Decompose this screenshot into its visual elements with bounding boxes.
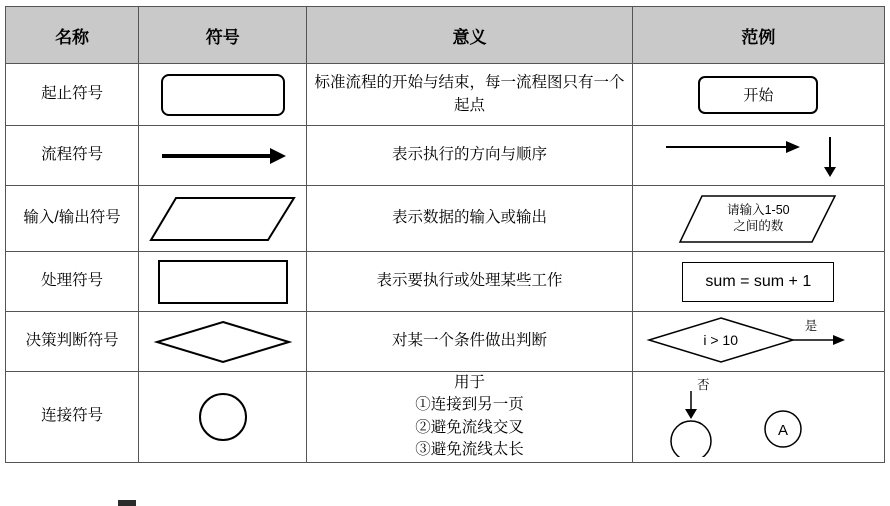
symbol-shape-terminator bbox=[139, 64, 307, 126]
diamond-icon bbox=[139, 318, 306, 366]
example-label-io-line1: 请输入1-50 bbox=[727, 202, 790, 217]
example-label-start: 开始 bbox=[698, 76, 818, 114]
table-row bbox=[6, 126, 885, 186]
example-branch-yes: 是 bbox=[804, 318, 818, 333]
symbol-name-connector: 连接符号 bbox=[6, 372, 139, 463]
symbol-shape-io bbox=[139, 186, 307, 252]
symbol-shape-process bbox=[139, 252, 307, 312]
symbol-meaning-process: 表示要执行或处理某些工作 bbox=[307, 252, 632, 312]
example-label-io bbox=[678, 193, 838, 245]
symbol-meaning-terminator: 标准流程的开始与结束，每一流程图只有一个起点 bbox=[307, 64, 632, 126]
symbol-meaning-flowline: 表示执行的方向与顺序 bbox=[307, 126, 632, 186]
table-row bbox=[6, 252, 885, 312]
column-header-symbol: 符号 bbox=[139, 7, 307, 64]
symbol-name-terminator: 起止符号 bbox=[6, 64, 139, 126]
symbol-reference-sheet bbox=[0, 6, 890, 506]
table-row bbox=[6, 186, 885, 252]
symbol-example-flowline bbox=[632, 126, 884, 186]
stadium-icon bbox=[139, 74, 306, 116]
column-header-meaning: 意义 bbox=[307, 7, 632, 64]
meaning-line: ③避免流线太长 bbox=[415, 441, 524, 459]
symbol-example-process bbox=[632, 252, 884, 312]
symbol-shape-flowline bbox=[139, 126, 307, 186]
flowchart-symbol-table bbox=[5, 6, 885, 463]
symbol-meaning-io: 表示数据的输入或输出 bbox=[307, 186, 632, 252]
symbol-meaning-decision: 对某一个条件做出判断 bbox=[307, 312, 632, 372]
arrow-right-icon bbox=[139, 144, 306, 168]
table-row bbox=[6, 372, 885, 463]
svg-text:A: A bbox=[777, 421, 788, 439]
symbol-name-flowline: 流程符号 bbox=[6, 126, 139, 186]
table-body bbox=[6, 64, 885, 463]
symbol-example-io bbox=[632, 186, 884, 252]
symbol-example-connector bbox=[632, 372, 884, 463]
example-label-process: sum = sum + 1 bbox=[682, 262, 834, 302]
symbol-name-io: 输入/输出符号 bbox=[6, 186, 139, 252]
parallelogram-icon bbox=[678, 193, 838, 245]
example-label-decision: i > 10 bbox=[703, 331, 738, 348]
arrow-right-and-arrow-down-icon bbox=[633, 133, 884, 179]
symbol-example-decision bbox=[632, 312, 884, 372]
svg-text:否: 否 bbox=[696, 377, 710, 392]
symbol-meaning-connector bbox=[307, 372, 632, 463]
symbol-shape-decision bbox=[139, 312, 307, 372]
table-row bbox=[6, 312, 885, 372]
meaning-line: ②避免流线交叉 bbox=[415, 418, 524, 436]
column-header-name: 名称 bbox=[6, 7, 139, 64]
symbol-shape-connector bbox=[139, 372, 307, 463]
rectangle-icon bbox=[139, 260, 306, 304]
page-edge-marker bbox=[118, 500, 136, 506]
symbol-example-terminator bbox=[632, 64, 884, 126]
meaning-line: ①连接到另一页 bbox=[415, 396, 524, 414]
rectangle-icon bbox=[633, 262, 884, 302]
example-label-io-line2: 之间的数 bbox=[733, 218, 784, 233]
stadium-icon bbox=[633, 76, 884, 114]
table-row bbox=[6, 64, 885, 126]
symbol-name-process: 处理符号 bbox=[6, 252, 139, 312]
symbol-name-decision: 决策判断符号 bbox=[6, 312, 139, 372]
table-header bbox=[6, 7, 885, 64]
table-header-row bbox=[6, 7, 885, 64]
circle-icon bbox=[139, 393, 306, 441]
parallelogram-icon bbox=[139, 194, 306, 244]
circle-connector-icon bbox=[633, 377, 843, 457]
meaning-line: 用于 bbox=[454, 374, 486, 391]
column-header-example: 范例 bbox=[632, 7, 884, 64]
diamond-icon bbox=[633, 314, 853, 370]
